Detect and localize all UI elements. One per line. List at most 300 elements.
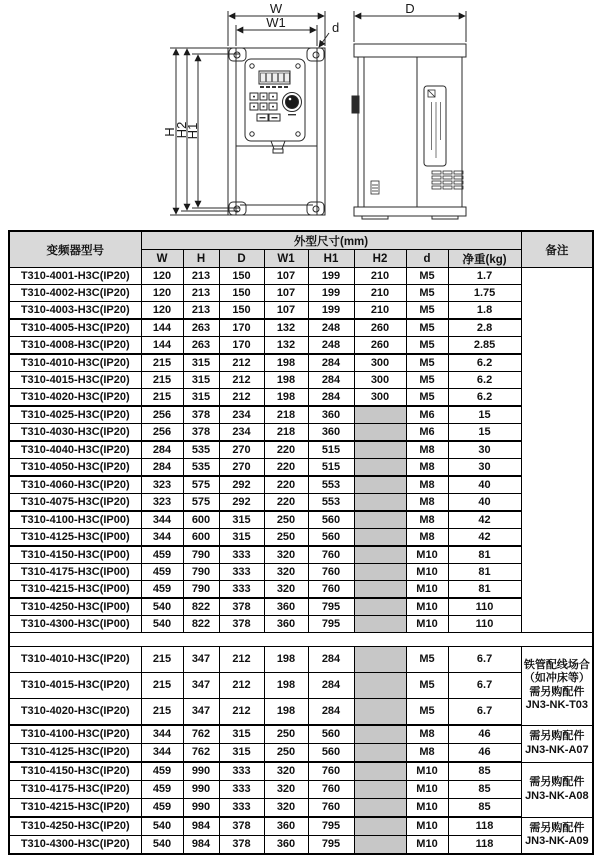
cell-h: 347 — [183, 673, 219, 699]
cell-d: 292 — [219, 494, 264, 512]
cell-h2 — [354, 441, 406, 459]
cell-h1: 560 — [308, 529, 354, 547]
table-row — [9, 529, 593, 547]
model-cell: T310-4215-H3C(IP00) — [9, 581, 141, 599]
cell-d: 212 — [219, 389, 264, 407]
cell-w: 459 — [141, 581, 183, 599]
status-led-row — [260, 86, 288, 88]
cell-h1: 199 — [308, 285, 354, 302]
cell-h1: 795 — [308, 836, 354, 855]
model-cell: T310-4008-H3C(IP20) — [9, 337, 141, 355]
dim-w1-label: W1 — [266, 15, 286, 30]
cell-w1: 107 — [264, 302, 308, 320]
cell-w: 459 — [141, 546, 183, 564]
cell-h1: 760 — [308, 546, 354, 564]
cell-w: 144 — [141, 319, 183, 337]
cell-screw: M8 — [406, 494, 448, 512]
cell-w1: 250 — [264, 511, 308, 529]
table-row — [9, 799, 593, 818]
cell-h2 — [354, 744, 406, 763]
cell-h1: 760 — [308, 781, 354, 799]
cell-h1: 284 — [308, 372, 354, 389]
model-cell: T310-4175-H3C(IP00) — [9, 564, 141, 581]
cell-screw: M10 — [406, 817, 448, 836]
rating-label — [424, 86, 446, 166]
table-row — [9, 725, 593, 744]
cell-h2 — [354, 546, 406, 564]
cell-w1: 320 — [264, 564, 308, 581]
cell-w1: 250 — [264, 725, 308, 744]
separator-row — [9, 633, 593, 647]
col-header-w1: W1 — [264, 250, 308, 268]
cell-weight: 81 — [448, 564, 521, 581]
cell-d: 315 — [219, 511, 264, 529]
cell-w1: 107 — [264, 285, 308, 302]
table-row — [9, 836, 593, 855]
cell-w: 459 — [141, 564, 183, 581]
cell-w1: 198 — [264, 372, 308, 389]
cell-weight: 1.7 — [448, 268, 521, 285]
col-header-h1: H1 — [308, 250, 354, 268]
cell-w: 344 — [141, 529, 183, 547]
cell-h1: 248 — [308, 319, 354, 337]
model-cell: T310-4015-H3C(IP20) — [9, 372, 141, 389]
cell-w1: 220 — [264, 494, 308, 512]
cell-weight: 110 — [448, 598, 521, 616]
digit-display — [259, 71, 290, 84]
table-row — [9, 564, 593, 581]
cell-w1: 132 — [264, 337, 308, 355]
cell-h2 — [354, 781, 406, 799]
cell-d: 333 — [219, 564, 264, 581]
cell-h: 347 — [183, 699, 219, 726]
table-row — [9, 268, 593, 285]
cell-screw: M8 — [406, 744, 448, 763]
cell-w1: 320 — [264, 581, 308, 599]
cell-weight: 6.7 — [448, 647, 521, 673]
cell-h: 315 — [183, 389, 219, 407]
model-cell: T310-4150-H3C(IP20) — [9, 762, 141, 781]
cell-w1: 360 — [264, 817, 308, 836]
model-cell: T310-4020-H3C(IP20) — [9, 699, 141, 726]
model-cell: T310-4215-H3C(IP20) — [9, 799, 141, 818]
cell-h1: 199 — [308, 302, 354, 320]
cell-h: 213 — [183, 268, 219, 285]
cell-weight: 85 — [448, 799, 521, 818]
cell-h2 — [354, 673, 406, 699]
cell-screw: M8 — [406, 476, 448, 494]
cell-w: 323 — [141, 476, 183, 494]
cell-w: 215 — [141, 673, 183, 699]
cell-h1: 284 — [308, 673, 354, 699]
cell-h1: 284 — [308, 389, 354, 407]
cell-h: 315 — [183, 354, 219, 372]
cell-h1: 553 — [308, 476, 354, 494]
cell-h1: 795 — [308, 598, 354, 616]
cell-h2 — [354, 476, 406, 494]
cell-d: 150 — [219, 285, 264, 302]
table-row — [9, 424, 593, 442]
cell-h1: 760 — [308, 581, 354, 599]
cell-h1: 760 — [308, 762, 354, 781]
table-row — [9, 406, 593, 424]
cell-h2: 210 — [354, 268, 406, 285]
table-row — [9, 781, 593, 799]
cell-h: 600 — [183, 511, 219, 529]
table-row — [9, 459, 593, 477]
cell-h2: 260 — [354, 319, 406, 337]
cell-weight: 118 — [448, 836, 521, 855]
remark-cell: 铁管配线场合 （如冲床等） 需另购配件 JN3-NK-T03 — [521, 647, 593, 726]
cell-w: 459 — [141, 781, 183, 799]
cell-d: 315 — [219, 725, 264, 744]
cell-d: 378 — [219, 817, 264, 836]
cell-screw: M5 — [406, 673, 448, 699]
cell-d: 170 — [219, 337, 264, 355]
cell-weight: 81 — [448, 546, 521, 564]
cell-screw: M5 — [406, 699, 448, 726]
cell-h1: 560 — [308, 725, 354, 744]
cell-screw: M8 — [406, 529, 448, 547]
col-header-model: 变频器型号 — [9, 231, 141, 268]
cell-d: 150 — [219, 302, 264, 320]
cell-screw: M5 — [406, 372, 448, 389]
cell-w1: 132 — [264, 319, 308, 337]
cell-h: 600 — [183, 529, 219, 547]
cell-screw: M10 — [406, 564, 448, 581]
cell-w: 256 — [141, 406, 183, 424]
table-row — [9, 389, 593, 407]
cell-h: 790 — [183, 581, 219, 599]
model-cell: T310-4150-H3C(IP00) — [9, 546, 141, 564]
cell-weight: 40 — [448, 476, 521, 494]
cell-h2: 300 — [354, 354, 406, 372]
table-row — [9, 319, 593, 337]
model-cell: T310-4025-H3C(IP20) — [9, 406, 141, 424]
cell-h1: 199 — [308, 268, 354, 285]
cell-screw: M8 — [406, 511, 448, 529]
cell-h2 — [354, 598, 406, 616]
table-body — [9, 268, 593, 855]
model-cell: T310-4020-H3C(IP20) — [9, 389, 141, 407]
cell-screw: M5 — [406, 268, 448, 285]
model-cell: T310-4060-H3C(IP20) — [9, 476, 141, 494]
table-row — [9, 673, 593, 699]
cell-h2 — [354, 817, 406, 836]
model-cell: T310-4001-H3C(IP20) — [9, 268, 141, 285]
dim-h1-label: H1 — [185, 122, 200, 140]
cell-weight: 1.75 — [448, 285, 521, 302]
cell-weight: 81 — [448, 581, 521, 599]
cell-h1: 360 — [308, 406, 354, 424]
cell-h2: 300 — [354, 389, 406, 407]
side-view — [352, 11, 466, 219]
cell-w: 215 — [141, 647, 183, 673]
cell-w: 284 — [141, 459, 183, 477]
cell-h1: 560 — [308, 511, 354, 529]
table-row — [9, 337, 593, 355]
cell-h: 315 — [183, 372, 219, 389]
cell-weight: 46 — [448, 725, 521, 744]
model-cell: T310-4175-H3C(IP20) — [9, 781, 141, 799]
cell-w1: 218 — [264, 406, 308, 424]
cell-weight: 85 — [448, 781, 521, 799]
cell-d: 170 — [219, 319, 264, 337]
cell-w: 215 — [141, 354, 183, 372]
cell-w1: 250 — [264, 529, 308, 547]
cell-d: 378 — [219, 836, 264, 855]
cell-w1: 218 — [264, 424, 308, 442]
keypad-panel — [245, 59, 305, 153]
cell-h2: 210 — [354, 302, 406, 320]
cell-w1: 220 — [264, 459, 308, 477]
table-row — [9, 285, 593, 302]
vent-slots — [432, 171, 463, 189]
cell-h2 — [354, 581, 406, 599]
cell-d: 212 — [219, 699, 264, 726]
cell-h: 762 — [183, 725, 219, 744]
model-cell: T310-4125-H3C(IP20) — [9, 744, 141, 763]
table-row — [9, 511, 593, 529]
model-cell: T310-4100-H3C(IP00) — [9, 511, 141, 529]
cell-h: 790 — [183, 546, 219, 564]
cell-h1: 760 — [308, 564, 354, 581]
cell-w: 344 — [141, 725, 183, 744]
cell-w: 540 — [141, 836, 183, 855]
cell-d: 212 — [219, 647, 264, 673]
model-cell: T310-4040-H3C(IP20) — [9, 441, 141, 459]
cell-w: 120 — [141, 285, 183, 302]
cell-h: 990 — [183, 781, 219, 799]
cell-weight: 30 — [448, 441, 521, 459]
cell-weight: 6.7 — [448, 673, 521, 699]
remark-cell: 需另购配件 JN3-NK-A07 — [521, 725, 593, 762]
cell-w: 144 — [141, 337, 183, 355]
cell-h: 378 — [183, 424, 219, 442]
table-row — [9, 598, 593, 616]
cell-screw: M6 — [406, 424, 448, 442]
cell-weight: 15 — [448, 406, 521, 424]
cell-w1: 198 — [264, 389, 308, 407]
cell-w: 215 — [141, 699, 183, 726]
cell-w1: 220 — [264, 441, 308, 459]
cell-screw: M10 — [406, 546, 448, 564]
cell-weight: 2.85 — [448, 337, 521, 355]
cell-h2 — [354, 725, 406, 744]
dim-depth-label: D — [405, 1, 415, 16]
cell-w: 215 — [141, 389, 183, 407]
cell-h: 990 — [183, 762, 219, 781]
cell-screw: M10 — [406, 616, 448, 633]
cell-screw: M8 — [406, 459, 448, 477]
cell-screw: M10 — [406, 581, 448, 599]
table-row — [9, 581, 593, 599]
cell-h: 535 — [183, 441, 219, 459]
cell-h2 — [354, 511, 406, 529]
model-cell: T310-4075-H3C(IP20) — [9, 494, 141, 512]
cell-h: 762 — [183, 744, 219, 763]
cell-w1: 320 — [264, 762, 308, 781]
model-cell: T310-4010-H3C(IP20) — [9, 354, 141, 372]
cell-h2 — [354, 799, 406, 818]
dim-h-label: H — [162, 127, 177, 137]
cell-screw: M10 — [406, 836, 448, 855]
cell-d: 234 — [219, 424, 264, 442]
model-cell: T310-4300-H3C(IP20) — [9, 836, 141, 855]
cell-w1: 360 — [264, 616, 308, 633]
cell-h: 213 — [183, 285, 219, 302]
keypad-buttons — [250, 93, 280, 121]
cell-w: 256 — [141, 424, 183, 442]
cell-w1: 360 — [264, 598, 308, 616]
cell-d: 333 — [219, 762, 264, 781]
remark-cell — [521, 268, 593, 633]
cell-w1: 320 — [264, 546, 308, 564]
cell-h1: 553 — [308, 494, 354, 512]
model-cell: T310-4015-H3C(IP20) — [9, 673, 141, 699]
cell-d: 212 — [219, 673, 264, 699]
cell-d: 270 — [219, 459, 264, 477]
cell-d: 333 — [219, 546, 264, 564]
cell-h1: 515 — [308, 459, 354, 477]
cell-h: 990 — [183, 799, 219, 818]
cell-w: 459 — [141, 762, 183, 781]
model-cell: T310-4125-H3C(IP00) — [9, 529, 141, 547]
model-cell: T310-4050-H3C(IP20) — [9, 459, 141, 477]
cell-weight: 6.2 — [448, 354, 521, 372]
cell-h1: 795 — [308, 817, 354, 836]
table-row — [9, 647, 593, 673]
remark-cell: 需另购配件 JN3-NK-A08 — [521, 762, 593, 817]
cell-weight: 42 — [448, 529, 521, 547]
cell-h2 — [354, 494, 406, 512]
cell-screw: M5 — [406, 337, 448, 355]
cell-w: 344 — [141, 744, 183, 763]
cell-weight: 6.2 — [448, 389, 521, 407]
col-header-d: D — [219, 250, 264, 268]
cell-h2 — [354, 529, 406, 547]
model-cell: T310-4010-H3C(IP20) — [9, 647, 141, 673]
cell-weight: 85 — [448, 762, 521, 781]
cell-w: 540 — [141, 598, 183, 616]
cell-w1: 198 — [264, 647, 308, 673]
cell-screw: M10 — [406, 781, 448, 799]
cell-weight: 42 — [448, 511, 521, 529]
cell-weight: 1.8 — [448, 302, 521, 320]
cell-screw: M6 — [406, 406, 448, 424]
cell-weight: 2.8 — [448, 319, 521, 337]
cell-w: 344 — [141, 511, 183, 529]
cell-w1: 198 — [264, 673, 308, 699]
table-row — [9, 441, 593, 459]
cell-h1: 515 — [308, 441, 354, 459]
model-cell: T310-4003-H3C(IP20) — [9, 302, 141, 320]
cell-w1: 250 — [264, 744, 308, 763]
cell-d: 378 — [219, 598, 264, 616]
cell-h: 213 — [183, 302, 219, 320]
cell-w: 120 — [141, 268, 183, 285]
cell-weight: 118 — [448, 817, 521, 836]
table-row — [9, 744, 593, 763]
cell-w1: 198 — [264, 699, 308, 726]
cell-w1: 198 — [264, 354, 308, 372]
cell-h2 — [354, 459, 406, 477]
cell-h: 263 — [183, 319, 219, 337]
model-cell: T310-4250-H3C(IP20) — [9, 817, 141, 836]
cell-h: 790 — [183, 564, 219, 581]
remark-cell: 需另购配件 JN3-NK-A09 — [521, 817, 593, 854]
cell-w1: 360 — [264, 836, 308, 855]
cell-h2 — [354, 836, 406, 855]
col-header-screw: d — [406, 250, 448, 268]
model-cell: T310-4002-H3C(IP20) — [9, 285, 141, 302]
cell-d: 333 — [219, 781, 264, 799]
cell-w1: 220 — [264, 476, 308, 494]
col-header-h: H — [183, 250, 219, 268]
cell-h1: 248 — [308, 337, 354, 355]
col-header-dims-group: 外型尺寸(mm) — [141, 231, 521, 250]
cell-d: 378 — [219, 616, 264, 633]
model-cell: T310-4250-H3C(IP00) — [9, 598, 141, 616]
cell-w: 323 — [141, 494, 183, 512]
col-header-remark: 备注 — [521, 231, 593, 268]
cell-h: 575 — [183, 476, 219, 494]
front-view — [170, 11, 329, 215]
cell-h2 — [354, 699, 406, 726]
col-header-h2: H2 — [354, 250, 406, 268]
table-row — [9, 354, 593, 372]
cell-h1: 284 — [308, 699, 354, 726]
cell-w1: 107 — [264, 268, 308, 285]
cell-h: 535 — [183, 459, 219, 477]
cell-h: 263 — [183, 337, 219, 355]
cell-weight: 110 — [448, 616, 521, 633]
cell-w: 215 — [141, 372, 183, 389]
model-cell: T310-4300-H3C(IP00) — [9, 616, 141, 633]
cell-weight: 46 — [448, 744, 521, 763]
model-cell: T310-4100-H3C(IP20) — [9, 725, 141, 744]
cell-d: 292 — [219, 476, 264, 494]
cell-h: 984 — [183, 836, 219, 855]
cell-weight: 30 — [448, 459, 521, 477]
table-row — [9, 372, 593, 389]
cell-screw: M5 — [406, 285, 448, 302]
table-row — [9, 494, 593, 512]
cell-screw: M5 — [406, 302, 448, 320]
cell-h2 — [354, 616, 406, 633]
model-cell: T310-4030-H3C(IP20) — [9, 424, 141, 442]
cell-screw: M8 — [406, 441, 448, 459]
cell-screw: M8 — [406, 725, 448, 744]
col-header-weight: 净重(kg) — [448, 250, 521, 268]
cell-screw: M10 — [406, 598, 448, 616]
cell-w: 459 — [141, 799, 183, 818]
cell-d: 270 — [219, 441, 264, 459]
cell-h1: 284 — [308, 354, 354, 372]
cell-w: 120 — [141, 302, 183, 320]
cell-w: 540 — [141, 817, 183, 836]
cell-w1: 320 — [264, 799, 308, 818]
table-row — [9, 616, 593, 633]
cell-d: 212 — [219, 354, 264, 372]
cell-h2: 260 — [354, 337, 406, 355]
cell-h: 822 — [183, 616, 219, 633]
cell-h: 575 — [183, 494, 219, 512]
dim-w-label: W — [269, 1, 283, 16]
cell-w1: 320 — [264, 781, 308, 799]
cell-d: 315 — [219, 529, 264, 547]
cell-d: 333 — [219, 799, 264, 818]
